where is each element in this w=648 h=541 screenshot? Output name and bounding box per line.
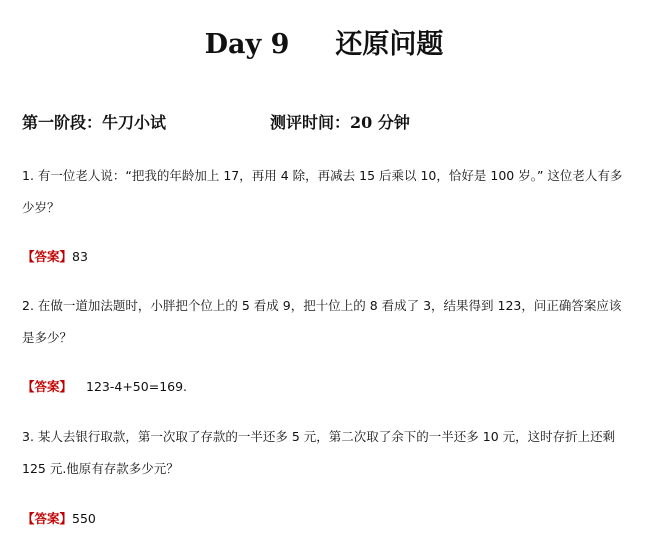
test-time-label: 测评时间：20 分钟 <box>270 113 410 132</box>
title-topic: 还原问题 <box>335 29 444 60</box>
answer-value: 123-4+50=169. <box>86 379 188 394</box>
question-3: 3. 某人去银行取款，第一次取了存款的一半还多 5 元，第二次取了余下的一半还多 10 元，这时存折上还剩 125 元.他原有存款多少元？ <box>22 429 616 476</box>
answer-3 <box>22 510 632 528</box>
question-2: 2. 在做一道加法题时，小胖把个位上的 5 看成 9，把十位上的 8 看成了 3，结果得到 123，问正确答案应该是多少？ <box>22 298 622 345</box>
answer-label: 【答案】 <box>22 379 73 394</box>
answer-2 <box>22 378 632 396</box>
answer-value: 83 <box>72 249 88 264</box>
page-title <box>0 22 648 61</box>
question-1: 1. 有一位老人说：“把我的年龄加上 17，再用 4 除，再减去 15 后乘以 10，恰好是 100 岁。” 这位老人有多少岁？ <box>22 168 623 215</box>
answer-1 <box>22 248 632 266</box>
title-day: Day 9 <box>204 29 290 60</box>
answer-value: 550 <box>72 511 96 526</box>
answer-label: 【答案】 <box>22 249 73 264</box>
answer-label: 【答案】 <box>22 511 73 526</box>
stage-header <box>22 110 632 133</box>
stage-label: 第一阶段：牛刀小试 <box>22 113 167 132</box>
